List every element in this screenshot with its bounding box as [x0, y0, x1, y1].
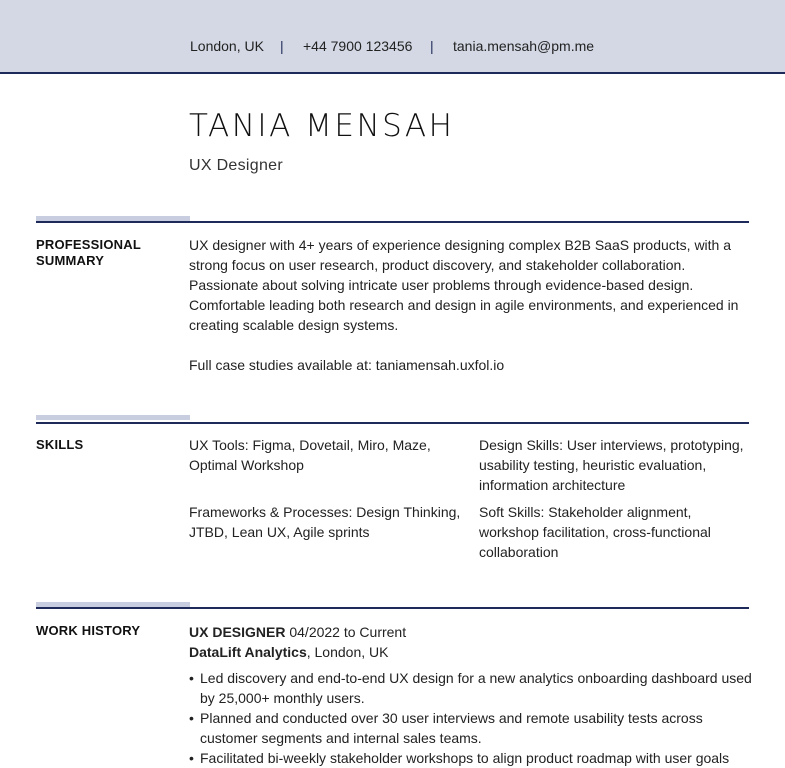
- bullet-line: by 25,000+ monthly users.: [200, 690, 365, 706]
- skill-item: [189, 502, 474, 542]
- skill-item: [479, 435, 769, 495]
- skill-line: collaboration: [479, 544, 559, 560]
- skill-item: [189, 435, 474, 475]
- section-title-skills: SKILLS: [36, 437, 84, 452]
- section-divider: [36, 607, 749, 609]
- bullet-line: • Led discovery and end-to-end UX design for a new analytics onboarding dashboard used: [200, 670, 752, 686]
- skill-line: Optimal Workshop: [189, 457, 304, 473]
- skill-line: UX Tools: Figma, Dovetail, Miro, Maze,: [189, 437, 431, 453]
- job-bullet: [189, 668, 769, 708]
- job-entry: [189, 622, 769, 768]
- summary-line: strong focus on user research, product discovery, and stakeholder collaboration.: [189, 257, 686, 273]
- job-title: UX DESIGNER: [189, 624, 286, 640]
- bullet-line: customer segments and internal sales teams.: [200, 730, 482, 746]
- job-bullets: [189, 668, 769, 768]
- contact-separator: |: [280, 38, 284, 54]
- summary-line: Comfortable leading both research and design in agile environments, and experienced in: [189, 297, 739, 313]
- summary-line: Passionate about solving intricate user problems through evidence-based design.: [189, 277, 694, 293]
- job-bullet: [189, 748, 769, 768]
- section-title-summary: [36, 237, 141, 269]
- job-company: DataLift Analytics: [189, 644, 307, 660]
- bullet-line: • Planned and conducted over 30 user interviews and remote usability tests across: [200, 710, 703, 726]
- candidate-name: TANIA MENSAH: [189, 108, 455, 144]
- section-accent: [36, 415, 190, 420]
- job-dates: 04/2022 to Current: [285, 624, 407, 640]
- job-company-line: [189, 642, 769, 662]
- section-title-work: WORK HISTORY: [36, 623, 141, 638]
- skill-line: information architecture: [479, 477, 626, 493]
- section-title-line: SUMMARY: [36, 253, 105, 268]
- summary-line: UX designer with 4+ years of experience designing complex B2B SaaS products, with a: [189, 237, 732, 253]
- section-divider: [36, 422, 749, 424]
- skill-line: Soft Skills: Stakeholder alignment,: [479, 504, 692, 520]
- skill-item: [479, 502, 769, 562]
- contact-separator: |: [430, 38, 434, 54]
- candidate-role: UX Designer: [189, 157, 284, 174]
- contact-phone[interactable]: +44 7900 123456: [303, 38, 413, 54]
- section-title-line: PROFESSIONAL: [36, 237, 141, 252]
- contact-location: London, UK: [190, 38, 264, 54]
- bullet-line: • Facilitated bi-weekly stakeholder workshops to align product roadmap with user goals: [200, 750, 730, 766]
- contact-bar: [0, 0, 785, 74]
- job-header: [189, 622, 769, 642]
- skill-line: usability testing, heuristic evaluation,: [479, 457, 707, 473]
- skill-line: Frameworks & Processes: Design Thinking,: [189, 504, 461, 520]
- contact-email[interactable]: tania.mensah@pm.me: [453, 38, 595, 54]
- job-bullet: [189, 708, 769, 748]
- skill-line: workshop facilitation, cross-functional: [479, 524, 711, 540]
- case-studies-link[interactable]: Full case studies available at: taniamensah.uxfol.io: [189, 357, 505, 373]
- summary-line: creating scalable design systems.: [189, 317, 399, 333]
- summary-paragraph: [189, 235, 759, 335]
- skill-line: Design Skills: User interviews, prototyping,: [479, 437, 744, 453]
- skill-line: JTBD, Lean UX, Agile sprints: [189, 524, 370, 540]
- section-divider: [36, 221, 749, 223]
- job-location: , London, UK: [306, 644, 389, 660]
